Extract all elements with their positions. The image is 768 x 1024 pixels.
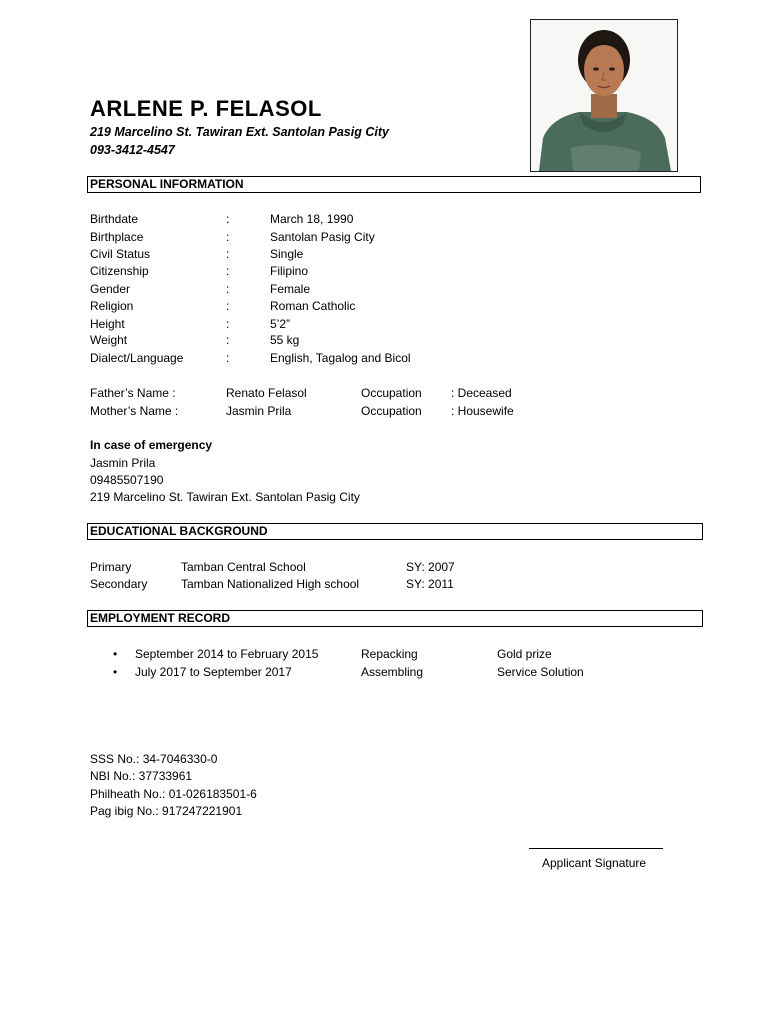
mother-name: Jasmin Prila <box>226 404 292 418</box>
dialect-sep: : <box>226 351 230 365</box>
education-school: Tamban Nationalized High school <box>181 577 360 591</box>
applicant-address: 219 Marcelino St. Tawiran Ext. Santolan Pasig City <box>90 125 389 139</box>
nbi-number: NBI No.: 37733961 <box>90 769 193 783</box>
father-name: Renato Felasol <box>226 386 307 400</box>
person-photo-icon <box>531 20 677 171</box>
birthplace-value: Santolan Pasig City <box>270 230 375 244</box>
section-employment-record: EMPLOYMENT RECORD <box>87 610 703 627</box>
signature-line <box>529 848 663 849</box>
birthplace-label: Birthplace <box>90 230 144 244</box>
bullet-icon: • <box>113 665 118 679</box>
birthdate-label: Birthdate <box>90 212 139 226</box>
citizenship-value: Filipino <box>270 264 309 278</box>
section-personal-information: PERSONAL INFORMATION <box>87 176 701 193</box>
citizenship-label: Citizenship <box>90 264 149 278</box>
education-level: Primary <box>90 560 132 574</box>
employment-period: July 2017 to September 2017 <box>135 665 292 679</box>
education-level: Secondary <box>90 577 148 591</box>
employment-role: Repacking <box>361 647 418 661</box>
gender-label: Gender <box>90 282 131 296</box>
emergency-phone: 09485507190 <box>90 473 164 487</box>
weight-sep: : <box>226 333 230 347</box>
religion-sep: : <box>226 299 230 313</box>
mother-occupation-value: : Housewife <box>451 404 514 418</box>
education-sy: SY: 2011 <box>406 577 454 591</box>
father-label: Father’s Name : <box>90 386 176 400</box>
dialect-label: Dialect/Language <box>90 351 184 365</box>
emergency-name: Jasmin Prila <box>90 456 156 470</box>
birthdate-sep: : <box>226 212 230 226</box>
education-sy: SY: 2007 <box>406 560 455 574</box>
signature-label: Applicant Signature <box>542 856 647 870</box>
gender-value: Female <box>270 282 311 296</box>
education-school: Tamban Central School <box>181 560 306 574</box>
civil-status-label: Civil Status <box>90 247 151 261</box>
applicant-phone: 093-3412-4547 <box>90 143 175 157</box>
employment-company: Gold prize <box>497 647 552 661</box>
section-educational-background: EDUCATIONAL BACKGROUND <box>87 523 703 540</box>
weight-value: 55 kg <box>270 333 300 347</box>
religion-label: Religion <box>90 299 134 313</box>
height-value: 5’2” <box>270 317 291 331</box>
applicant-name: ARLENE P. FELASOL <box>90 96 322 121</box>
civil-status-value: Single <box>270 247 304 261</box>
father-occupation-value: : Deceased <box>451 386 512 400</box>
height-sep: : <box>226 317 230 331</box>
employment-period: September 2014 to February 2015 <box>135 647 319 661</box>
citizenship-sep: : <box>226 264 230 278</box>
bullet-icon: • <box>113 647 118 661</box>
employment-company: Service Solution <box>497 665 584 679</box>
applicant-photo <box>530 19 678 172</box>
philhealth-number: Philheath No.: 01-026183501-6 <box>90 787 257 801</box>
emergency-title: In case of emergency <box>90 438 213 452</box>
height-label: Height <box>90 317 125 331</box>
pagibig-number: Pag ibig No.: 917247221901 <box>90 804 243 818</box>
civil-status-sep: : <box>226 247 230 261</box>
religion-value: Roman Catholic <box>270 299 356 313</box>
employment-role: Assembling <box>361 665 424 679</box>
weight-label: Weight <box>90 333 128 347</box>
birthplace-sep: : <box>226 230 230 244</box>
dialect-value: English, Tagalog and Bicol <box>270 351 411 365</box>
mother-label: Mother’s Name : <box>90 404 179 418</box>
mother-occupation-label: Occupation <box>361 404 422 418</box>
father-occupation-label: Occupation <box>361 386 422 400</box>
gender-sep: : <box>226 282 230 296</box>
emergency-address: 219 Marcelino St. Tawiran Ext. Santolan Pasig City <box>90 490 360 504</box>
birthdate-value: March 18, 1990 <box>270 212 354 226</box>
sss-number: SSS No.: 34-7046330-0 <box>90 752 218 766</box>
